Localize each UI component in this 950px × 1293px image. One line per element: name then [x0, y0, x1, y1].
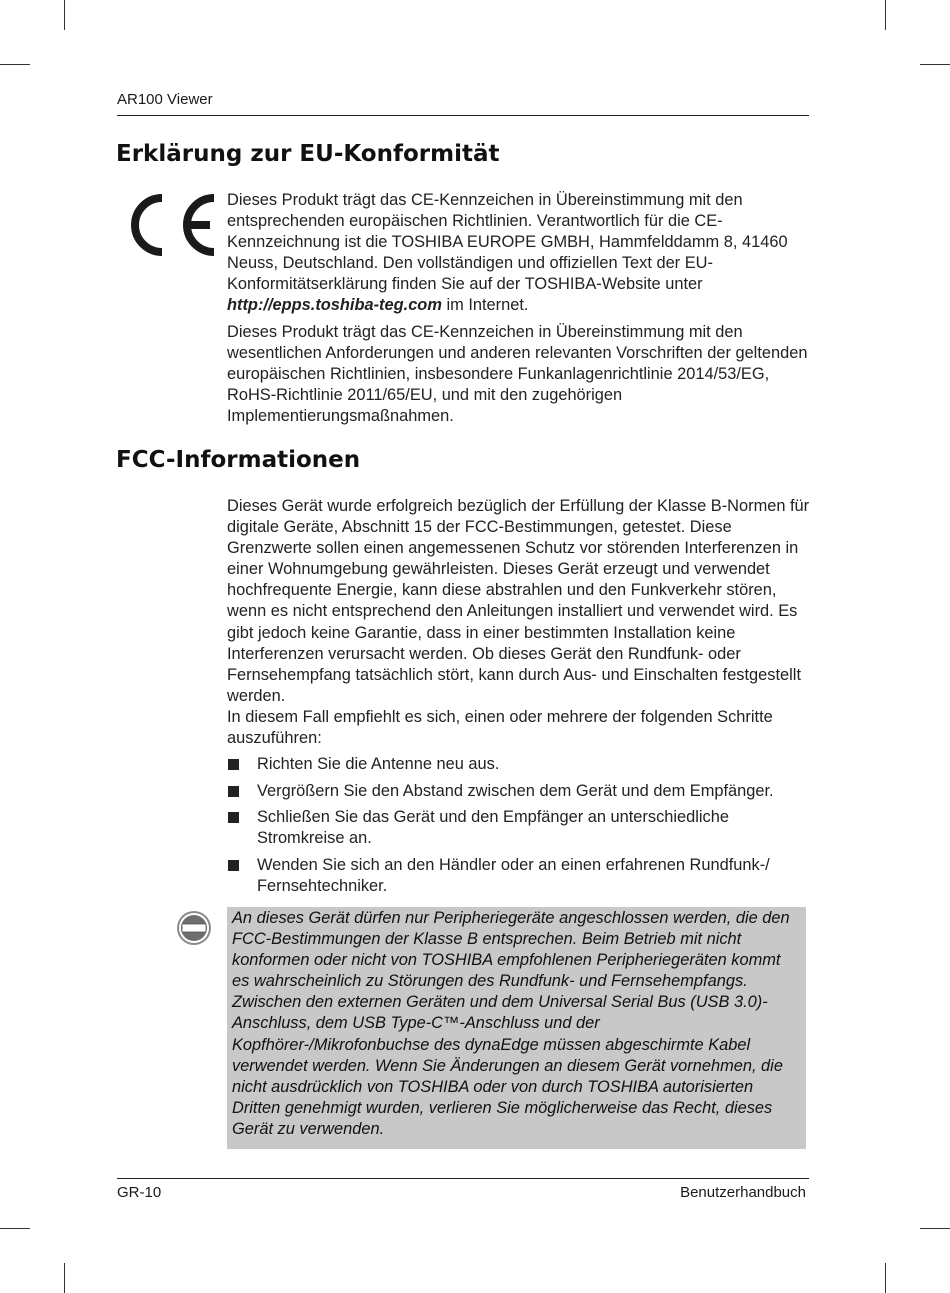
page-number: GR-10	[117, 1184, 162, 1201]
list-item-text: Vergrößern Sie den Abstand zwischen dem Gerät und dem Empfänger.	[257, 781, 774, 800]
bullet-square-icon	[228, 860, 239, 871]
fcc-warning-text: An dieses Gerät dürfen nur Peripheriegeräte angeschlossen werden, die den FCC-Bestimmungen der Klasse B entsprechen. Beim Betrieb mit nicht konformen oder nicht von TOSHIBA empfohlenen Peripheriegeräten kommt es wahrscheinlich zu Störungen des Rundfunk- und Fernsehempfangs. Zwischen den externen Geräten und dem Universal Serial Bus (USB 3.0)-Anschluss, dem USB Type-C™-Anschluss und der Kopfhörer-/Mikrofonbuchse des dynaEdge müssen abgeschirmte Kabel verwendet werden. Wenn Sie Änderungen an diesem Gerät vornehmen, die nicht ausdrücklich von TOSHIBA oder von durch TOSHIBA autorisierten Dritten genehmigt wurden, verlieren Sie möglicherweise das Recht, dieses Gerät zu verwenden.	[232, 909, 790, 1138]
fcc-body-paragraph	[227, 496, 817, 749]
crop-mark	[885, 1263, 886, 1293]
crop-mark	[0, 64, 30, 65]
eu-paragraph-1	[227, 190, 817, 317]
crop-mark	[0, 1228, 30, 1229]
page-header	[117, 91, 809, 116]
eu-paragraph-1-tail: im Internet.	[446, 296, 529, 315]
list-item	[227, 781, 817, 802]
fcc-heading: FCC-Informationen	[116, 447, 361, 473]
page-footer	[117, 1178, 809, 1202]
eu-paragraph-2: Dieses Produkt trägt das CE-Kennzeichen in Übereinstimmung mit den wesentlichen Anforderungen und anderen relevanten Vorschriften der geltenden europäischen Richtlinien, insbesondere Funkanlagenrichtlinie 2014/53/EG, RoHS-Richtlinie 2011/65/EU, und mit den zugehörigen Implementierungsmaßnahmen.	[227, 322, 808, 425]
bullet-square-icon	[228, 786, 239, 797]
crop-mark	[64, 1263, 65, 1293]
crop-mark	[920, 64, 950, 65]
bullet-square-icon	[228, 759, 239, 770]
fcc-steps-list	[227, 754, 817, 903]
list-item	[227, 807, 817, 849]
header-title: AR100 Viewer	[117, 91, 213, 108]
list-item	[227, 855, 817, 897]
crop-mark	[64, 0, 65, 30]
fcc-text	[227, 496, 817, 749]
ce-mark-icon	[126, 192, 218, 258]
crop-mark	[885, 0, 886, 30]
list-item-text: Wenden Sie sich an den Händler oder an einen erfahrenen Rundfunk-/ Fernsehtechniker.	[257, 855, 770, 895]
manual-title: Benutzerhandbuch	[680, 1184, 806, 1201]
crop-mark	[920, 1228, 950, 1229]
list-item	[227, 754, 817, 775]
bullet-square-icon	[228, 812, 239, 823]
list-item-text: Schließen Sie das Gerät und den Empfänger an unterschiedliche Stromkreise an.	[257, 808, 729, 848]
fcc-warning-note	[227, 907, 806, 1149]
toshiba-website-link[interactable]: http://epps.toshiba-teg.com	[227, 296, 442, 315]
fcc-body-text: Dieses Gerät wurde erfolgreich bezüglich der Erfüllung der Klasse B-Normen für digitale Geräte, Abschnitt 15 der FCC-Bestimmungen, getestet. Diese Grenzwerte sollen einen angemessenen Schutz vor störenden Interferenzen in einer Wohnumgebung gewährleisten. Dieses Gerät erzeugt und verwendet hochfrequente Energie, kann diese abstrahlen und den Funkverkehr stören, wenn es nicht entsprechend den Anleitungen installiert und verwendet wird. Es gibt jedoch keine Garantie, dass in einer bestimmten Installation keine Interferenzen verursacht werden. Ob dieses Gerät den Rundfunk- oder Fernsehempfang tatsächlich stört, kann durch Aus- und Einschalten festgestellt werden.	[227, 497, 810, 705]
eu-paragraph-1-text: Dieses Produkt trägt das CE-Kennzeichen in Übereinstimmung mit den entsprechenden europäischen Richtlinien. Verantwortlich für die CE-Kennzeichnung ist die TOSHIBA EUROPE GMBH, Hammfelddamm 8, 41460 Neuss, Deutschland. Den vollständigen und offiziellen Text der EU-Konformitätserklärung finden Sie auf der TOSHIBA-Website unter	[227, 191, 788, 294]
stop-icon	[176, 910, 212, 946]
eu-conformity-text	[227, 190, 817, 427]
eu-conformity-heading: Erklärung zur EU-Konformität	[116, 141, 500, 167]
fcc-intro-text: In diesem Fall empfiehlt es sich, einen oder mehrere der folgenden Schritte auszuführen:	[227, 707, 773, 748]
list-item-text: Richten Sie die Antenne neu aus.	[257, 755, 500, 773]
